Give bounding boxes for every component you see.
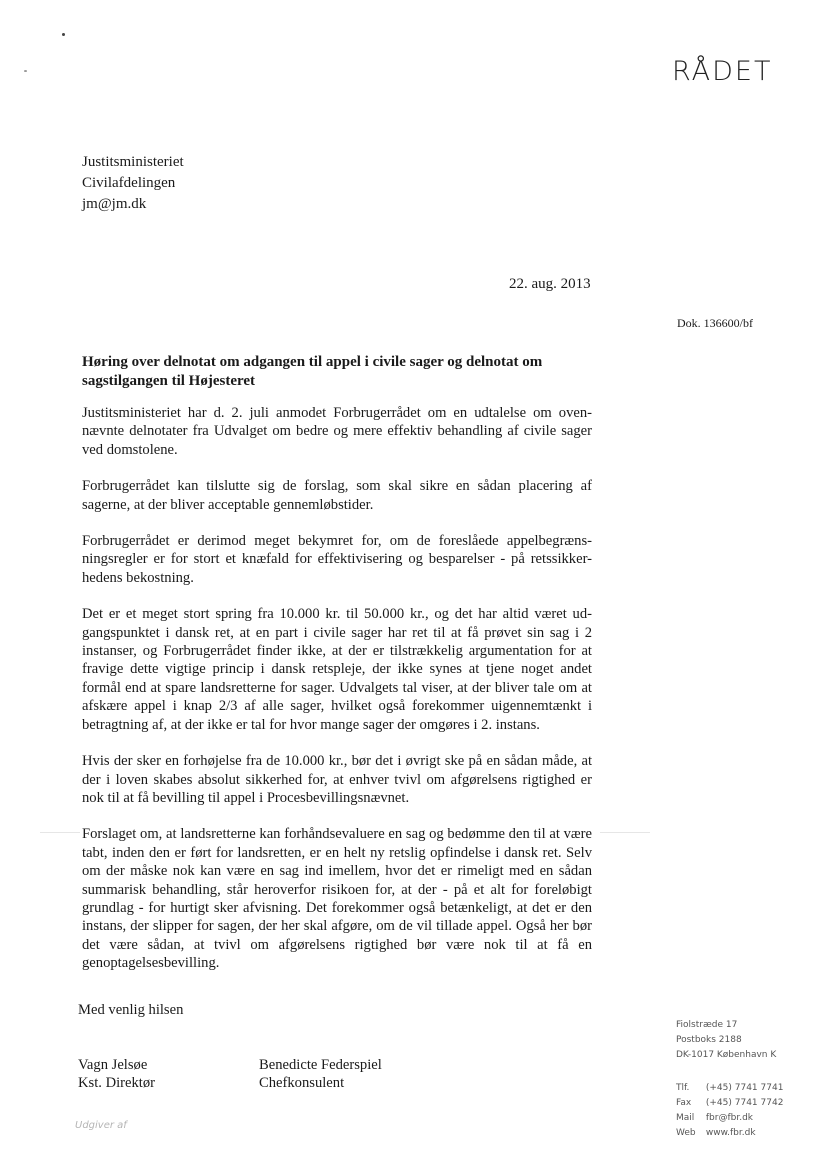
publisher-note: Udgiver af [75, 1120, 127, 1131]
address-line: DK-1017 København K [676, 1050, 777, 1060]
fold-mark [600, 832, 650, 833]
contact-channels [676, 1081, 783, 1141]
postal-address [676, 1018, 783, 1063]
fax-value: (+45) 7741 7742 [705, 1098, 784, 1108]
signatory-title: Kst. Direktør [78, 1075, 156, 1091]
fold-mark [40, 832, 80, 833]
organization-logo: RÅDET [672, 56, 773, 87]
address-line: Fiolstræde 17 [676, 1020, 738, 1030]
mail-value: fbr@fbr.dk [705, 1113, 753, 1123]
signatory-name: Benedicte Federspiel [259, 1057, 382, 1073]
address-line: Postboks 2188 [676, 1035, 742, 1045]
fax-row [676, 1096, 783, 1111]
addressee-line: Justitsministeriet [82, 154, 184, 170]
letter-body [82, 404, 592, 991]
body-paragraph: Forbrugerrådet er derimod meget bekymret for, om de foreslåede appelbegræns-ningsregler er for stort et knæfald for effektivisering og besparelser - på retssikker-hedens bekostning. [82, 533, 592, 586]
web-label: Web [676, 1128, 696, 1138]
signatory-title: Chefkonsulent [259, 1075, 345, 1091]
body-paragraph: Det er et meget stort spring fra 10.000 kr. til 50.000 kr., og det har altid været ud-gangspunktet i dansk ret, at en part i civile sager har ret til at få prøvet sin sag i 2 instanser, og Forbrugerrådet finder ikke, at der er tilstrækkelig argumentation for at fravige dette vigtige princip i dansk retspleje, der ikke synes at tjene noget andet formål end at spare landsretterne for sager. Udvalgets tal viser, at der bliver tale om at afskære appel i knap 2/3 af alle sager, hvilket også forekommer uigennemtænkt i betragtning af, at der ikke er tal for hvor mange sager der omgøres i 2. instans. [82, 606, 592, 733]
addressee-email: jm@jm.dk [82, 196, 147, 212]
phone-label: Tlf. [676, 1083, 690, 1093]
signatory-block [259, 1056, 382, 1092]
signatory-name: Vagn Jelsøe [78, 1057, 148, 1073]
addressee-block [82, 152, 184, 215]
web-value: www.fbr.dk [705, 1128, 756, 1138]
body-paragraph: Hvis der sker en forhøjelse fra de 10.000 kr., bør det i øvrigt ske på en sådan måde, at der i loven skabes absolut sikkerhed for, at enhver tvivl om afgørelsens rigtighed er nok til at få bevilling til appel i Procesbevillingsnævnet. [82, 753, 592, 806]
closing-salutation: Med venlig hilsen [78, 1002, 184, 1018]
letter-date: 22. aug. 2013 [509, 276, 591, 292]
addressee-line: Civilafdelingen [82, 175, 176, 191]
phone-row [676, 1081, 783, 1096]
signatory-block [78, 1056, 155, 1092]
fax-label: Fax [676, 1098, 692, 1108]
mail-row [676, 1111, 783, 1126]
body-paragraph: Justitsministeriet har d. 2. juli anmodet Forbrugerrådet om en udtalelse om oven-nævnte delnotater fra Udvalget om bedre og mere effektiv behandling af civile sager ved domstolene. [82, 405, 592, 458]
scan-speck [24, 70, 27, 72]
document-reference: Dok. 136600/bf [677, 316, 753, 330]
body-paragraph: Forbrugerrådet kan tilslutte sig de forslag, som skal sikre en sådan placering af sagerne, at der bliver acceptable gennemløbstider. [82, 478, 592, 513]
mail-label: Mail [676, 1113, 695, 1123]
web-row [676, 1126, 783, 1141]
scan-speck [62, 33, 65, 36]
letter-subject: Høring over delnotat om adgangen til appel i civile sager og delnotat om sagstilgangen til Højesteret [82, 354, 543, 389]
body-paragraph: Forslaget om, at landsretterne kan forhåndsevaluere en sag og bedømme den til at være tabt, inden den er ført for landsretten, er en helt ny retslig opfindelse i dansk ret. Selv om der måske nok kan være en sag ind imellem, hvor det er rimeligt med en sådan summarisk behandling, står heroverfor risikoen for, at der - på et alt for foreløbigt grundlag - for hurtigt sker afvisning. Det forekommer også betænkeligt, at det er den instans, der slipper for sagen, der her skal afgøre, om de vil tillade appel. Også her bør det være sådan, at tvivl om afgørelsens rigtighed bør være nok til at få en genoptagelsesbevilling. [82, 826, 592, 972]
contact-block [676, 1018, 783, 1141]
phone-value: (+45) 7741 7741 [705, 1083, 784, 1093]
